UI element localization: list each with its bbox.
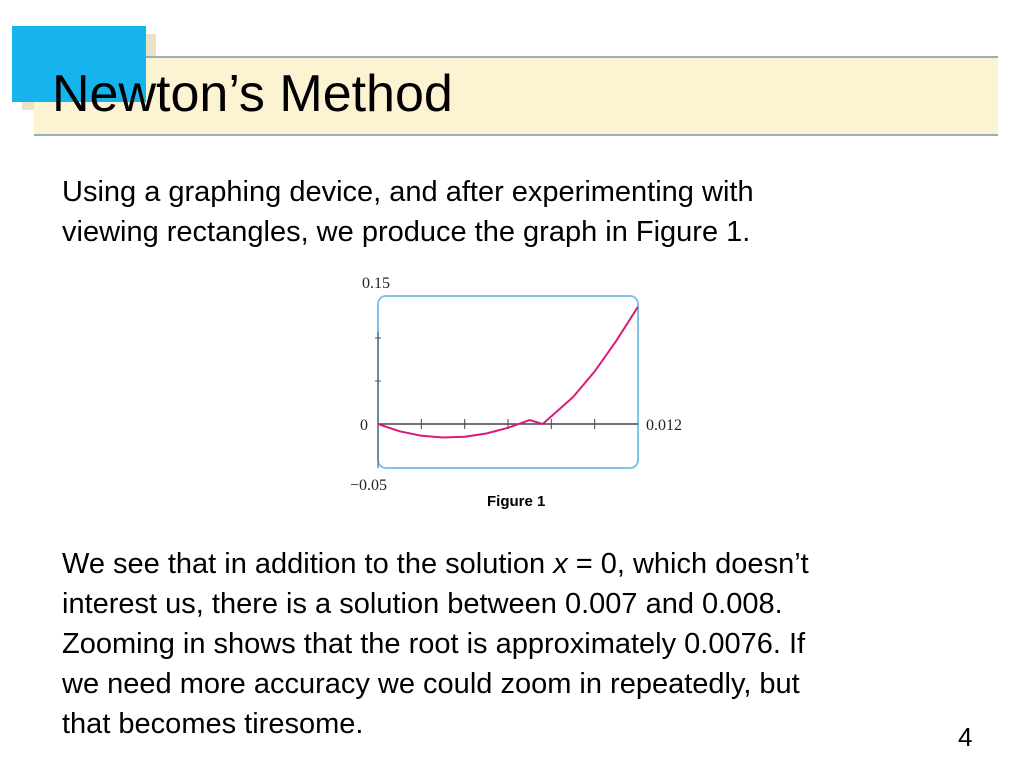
- function-curve: [378, 307, 638, 438]
- y-top-tick-label: 0.15: [362, 275, 390, 292]
- x-right-tick-label: 0.012: [646, 417, 682, 434]
- intro-line-1: Using a graphing device, and after experimenting with: [62, 176, 754, 208]
- intro-paragraph: [62, 172, 962, 252]
- y-bottom-tick-label: −0.05: [350, 477, 388, 494]
- viewing-rectangle-frame: [378, 296, 638, 468]
- conclusion-line-1-end: = 0, which doesn’t: [567, 548, 809, 580]
- figure-1-graph: [330, 262, 710, 494]
- conclusion-line-3: Zooming in shows that the root is approximately 0.0076. If: [62, 628, 806, 660]
- page-number: 4: [958, 722, 973, 752]
- conclusion-line-4: we need more accuracy we could zoom in repeatedly, but: [62, 668, 800, 700]
- figure-caption: Figure 1: [487, 493, 546, 510]
- intro-line-2: viewing rectangles, we produce the graph in Figure 1.: [62, 216, 751, 248]
- conclusion-paragraph: [62, 544, 962, 744]
- variable-x: x: [553, 548, 568, 580]
- y-zero-tick-label: 0: [360, 417, 368, 434]
- conclusion-line-1: [62, 544, 962, 584]
- conclusion-line-2: interest us, there is a solution between 0.007 and 0.008.: [62, 588, 783, 620]
- conclusion-line-1-start: We see that in addition to the solution: [62, 548, 554, 580]
- slide-title: Newton’s Method: [52, 65, 453, 123]
- conclusion-line-5: that becomes tiresome.: [62, 708, 364, 740]
